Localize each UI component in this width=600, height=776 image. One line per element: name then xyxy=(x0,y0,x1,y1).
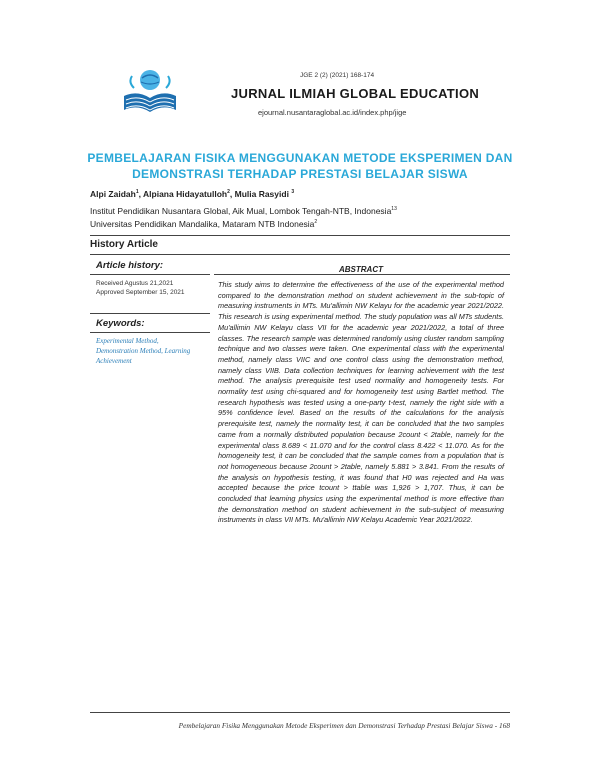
affiliation-2 xyxy=(90,219,317,229)
divider xyxy=(90,274,210,275)
divider xyxy=(90,235,510,236)
footer-divider xyxy=(90,712,510,713)
author-affiliation-mark: 2 xyxy=(227,189,230,196)
author-list: Alpi Zaidah$^1$, Alpiana Hidayatulloh$^2$, Mulia Rasyidi $^3$ xyxy=(90,189,295,199)
keywords-list: Experimental Method, Demonstration Method, Learning Achievement xyxy=(96,337,191,365)
divider xyxy=(90,313,210,314)
divider xyxy=(214,274,510,275)
author-name: Alpi Zaidah xyxy=(90,189,136,199)
journal-title: JURNAL ILMIAH GLOBAL EDUCATION xyxy=(231,86,480,101)
journal-volume-ref: JGE 2 (2) (2021) 168-174 xyxy=(300,72,375,79)
journal-url[interactable]: ejournal.nusantaraglobal.ac.id/index.php/jige xyxy=(258,108,407,117)
footer: Pembelajaran Fisika Menggunakan Metode Eksperimen dan Demonstrasi Terhadap Prestasi Belajar Siswa - 168 xyxy=(178,721,510,730)
divider xyxy=(90,254,510,255)
keywords-label: Keywords: xyxy=(96,318,145,329)
author-affiliation-mark: 3 xyxy=(291,189,295,196)
abstract-body: This study aims to determine the effectiveness of the use of the experimental method compared to the demonstration method on student achievement in the sub-topic of measuring instruments in MTs. Mu'allimin NW Kelayu for the academic year 2021/2022. This research is using experimental method. The study population was all MTs students. Mu'allimin NW Kelayu class VII for the academic year 2021/2022, a total of three classes. The research sample was determined randomly using cluster random sampling technique and two classes were taken. One experimental class with the experimental method, namely class VIIC and one control class using the demonstration method, namely class VIIB. Data collection techniques for learning achievement with the test method. The analysis prerequisite test used normality and homogeneity tests. For normality test using chi-squared and for homogeneity test using Bartlet method. The research hypothesis was tested using a one-party t-test, namely the right side with a 95% confidence level. Based on the results of the calculations for the analysis prerequisite test, namely the normality test, it can be concluded that the two samples came from a normally distributed population because 2count < 2table, namely for the experimental class 8.689 < 11.070 and for the control class 8.422 < 11.070. As for the homogeneity test, it can be concluded that the sample comes from a population that is not homogeneous because 2count > 2table, namely 5.881 > 3.841. From the results of the analysis on hypothesis testing, it was found that H0 was rejected and Ha was accepted because the price tcount > ttable was 1,926 > 1,707. Thus, it can be concluded that learning physics using the experimental method is more effective than the demonstration method on student achievement in the sub-subject of measuring instruments in class VII MTs. Mu'allimin NW Kelayu Academic Year 2021/2022. xyxy=(218,280,504,525)
affiliation-mark: 13 xyxy=(391,206,397,213)
page-number: 168 xyxy=(499,721,510,730)
affiliation-text: Universitas Pendidikan Mandalika, Mataram NTB Indonesia xyxy=(90,219,315,229)
journal-logo-icon xyxy=(118,58,182,122)
author-name: Mulia Rasyidi xyxy=(234,189,289,199)
article-history-label: Article history: xyxy=(96,260,164,271)
divider xyxy=(90,332,210,333)
author-affiliation-mark: 1 xyxy=(135,189,139,196)
author-name: Alpiana Hidayatulloh xyxy=(143,189,228,199)
affiliation-text: Institut Pendidikan Nusantara Global, Aik Mual, Lombok Tengah-NTB, Indonesia xyxy=(90,206,392,216)
affiliation-mark: 2 xyxy=(314,219,318,226)
abstract-heading: ABSTRACT xyxy=(339,265,383,274)
running-title: Pembelajaran Fisika Menggunakan Metode Eksperimen dan Demonstrasi Terhadap Prestasi Belajar Siswa xyxy=(178,721,493,730)
paper-title: PEMBELAJARAN FISIKA MENGGUNAKAN METODE EKSPERIMEN DAN DEMONSTRASI TERHADAP PRESTASI BELAJAR SISWA xyxy=(87,151,513,181)
received-date: Received Agustus 21,2021 xyxy=(96,280,174,287)
affiliation-1 xyxy=(90,206,397,216)
approved-date: Approved September 15, 2021 xyxy=(96,289,185,296)
history-heading: History Article xyxy=(90,239,158,250)
